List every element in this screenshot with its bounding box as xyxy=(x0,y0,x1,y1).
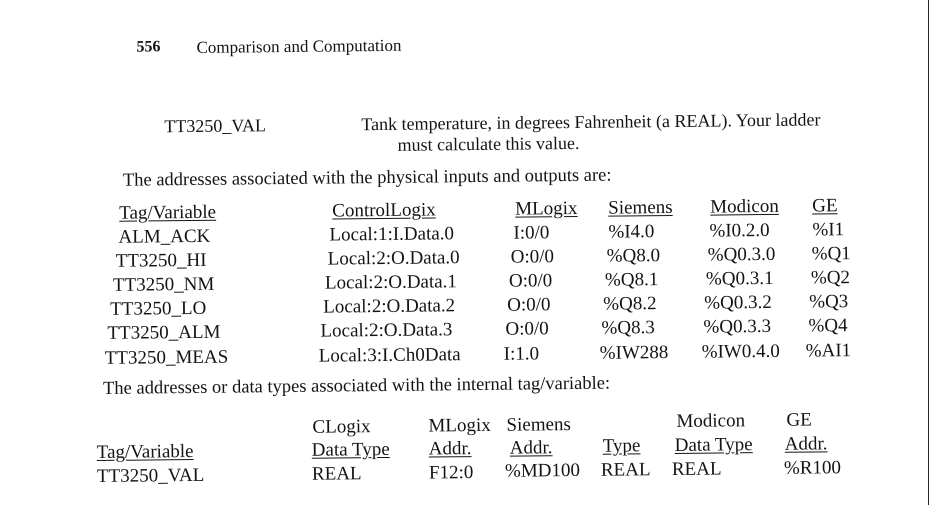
io-row-1-controllogix: Local:2:O.Data.0 xyxy=(327,247,460,270)
int-header-siemens-addr: Addr. xyxy=(509,437,553,459)
io-row-4-controllogix: Local:2:O.Data.3 xyxy=(320,319,453,342)
int-row-siemens-addr: %MD100 xyxy=(504,459,581,482)
io-row-0-modicon: %I0.2.0 xyxy=(709,219,770,242)
io-row-2-modicon: %Q0.3.1 xyxy=(705,267,774,290)
col-header-mlogix: MLogix xyxy=(515,197,578,220)
io-row-4-siemens: %Q8.3 xyxy=(601,317,655,339)
io-row-2-mlogix: O:0/0 xyxy=(508,270,553,292)
io-row-4-ge: %Q4 xyxy=(808,315,848,337)
col-header-controllogix: ControlLogix xyxy=(332,199,436,222)
int-header-siemens: Siemens xyxy=(506,414,571,436)
io-row-2-tag: TT3250_NM xyxy=(112,273,215,296)
int-row-mlogix-addr: F12:0 xyxy=(428,462,474,484)
description-text-line2: must calculate this value. xyxy=(397,132,580,155)
io-row-0-mlogix: I:0/0 xyxy=(513,222,550,244)
page-number: 556 xyxy=(136,38,161,56)
io-row-4-modicon: %Q0.3.3 xyxy=(703,315,772,338)
int-header-modicon-datatype: Data Type xyxy=(674,434,753,456)
io-row-3-ge: %Q3 xyxy=(809,291,849,313)
io-row-5-mlogix: I:1.0 xyxy=(503,343,540,365)
io-row-5-modicon: %IW0.4.0 xyxy=(701,340,780,363)
io-row-1-ge: %Q1 xyxy=(811,243,851,265)
io-row-3-mlogix: O:0/0 xyxy=(507,294,551,316)
int-header-clogix-datatype: Data Type xyxy=(311,438,390,461)
io-row-2-siemens: %Q8.1 xyxy=(604,269,659,291)
io-row-4-tag: TT3250_ALM xyxy=(107,321,221,344)
int-row-siemens-type: REAL xyxy=(600,459,651,481)
int-header-tag: Tag/Variable xyxy=(96,440,194,464)
physical-io-intro: The addresses associated with the physical inputs and outputs are: xyxy=(122,165,612,191)
io-row-0-ge: %I1 xyxy=(812,219,845,241)
io-row-3-controllogix: Local:2:O.Data.2 xyxy=(323,295,456,318)
description-tag: TT3250_VAL xyxy=(164,115,267,137)
io-row-5-ge: %AI1 xyxy=(805,340,852,362)
io-row-3-siemens: %Q8.2 xyxy=(603,293,657,315)
io-row-1-mlogix: O:0/0 xyxy=(510,246,555,268)
description-text-line1: Tank temperature, in degrees Fahrenheit (a REAL). Your ladder xyxy=(361,109,821,135)
int-header-siemens-type: Type xyxy=(602,435,641,457)
page-edge-divider xyxy=(928,0,929,505)
col-header-tag: Tag/Variable xyxy=(119,201,217,224)
internal-intro: The addresses or data types associated with the internal tag/variable: xyxy=(102,373,611,399)
io-row-2-ge: %Q2 xyxy=(810,267,851,289)
int-row-tag: TT3250_VAL xyxy=(96,464,205,488)
int-row-modicon-datatype: REAL xyxy=(671,458,722,480)
io-row-0-controllogix: Local:1:I.Data.0 xyxy=(329,223,455,246)
io-row-1-modicon: %Q0.3.0 xyxy=(707,243,776,266)
io-row-5-controllogix: Local:3:I.Ch0Data xyxy=(318,344,461,367)
col-header-ge: GE xyxy=(812,195,838,217)
io-row-5-siemens: %IW288 xyxy=(599,342,669,364)
io-row-0-tag: ALM_ACK xyxy=(118,225,211,248)
int-header-mlogix: MLogix xyxy=(428,414,491,437)
col-header-modicon: Modicon xyxy=(710,195,779,218)
chapter-title: Comparison and Computation xyxy=(196,35,402,57)
int-row-ge-addr: %R100 xyxy=(783,457,842,479)
io-row-3-tag: TT3250_LO xyxy=(110,297,207,320)
int-header-ge-addr: Addr. xyxy=(784,433,828,455)
io-row-2-controllogix: Local:2:O.Data.1 xyxy=(324,271,457,294)
io-row-5-tag: TT3250_MEAS xyxy=(104,346,229,369)
io-row-1-siemens: %Q8.0 xyxy=(606,245,661,267)
int-header-modicon: Modicon xyxy=(676,410,746,432)
io-row-1-tag: TT3250_HI xyxy=(115,249,207,272)
int-header-mlogix-addr: Addr. xyxy=(428,438,472,460)
io-row-0-siemens: %I4.0 xyxy=(608,221,655,243)
io-row-3-modicon: %Q0.3.2 xyxy=(704,291,772,314)
int-header-ge: GE xyxy=(786,409,812,431)
int-header-clogix: CLogix xyxy=(312,416,371,438)
col-header-siemens: Siemens xyxy=(608,196,673,219)
int-row-clogix-datatype: REAL xyxy=(311,463,362,485)
io-row-4-mlogix: O:0/0 xyxy=(505,318,549,340)
